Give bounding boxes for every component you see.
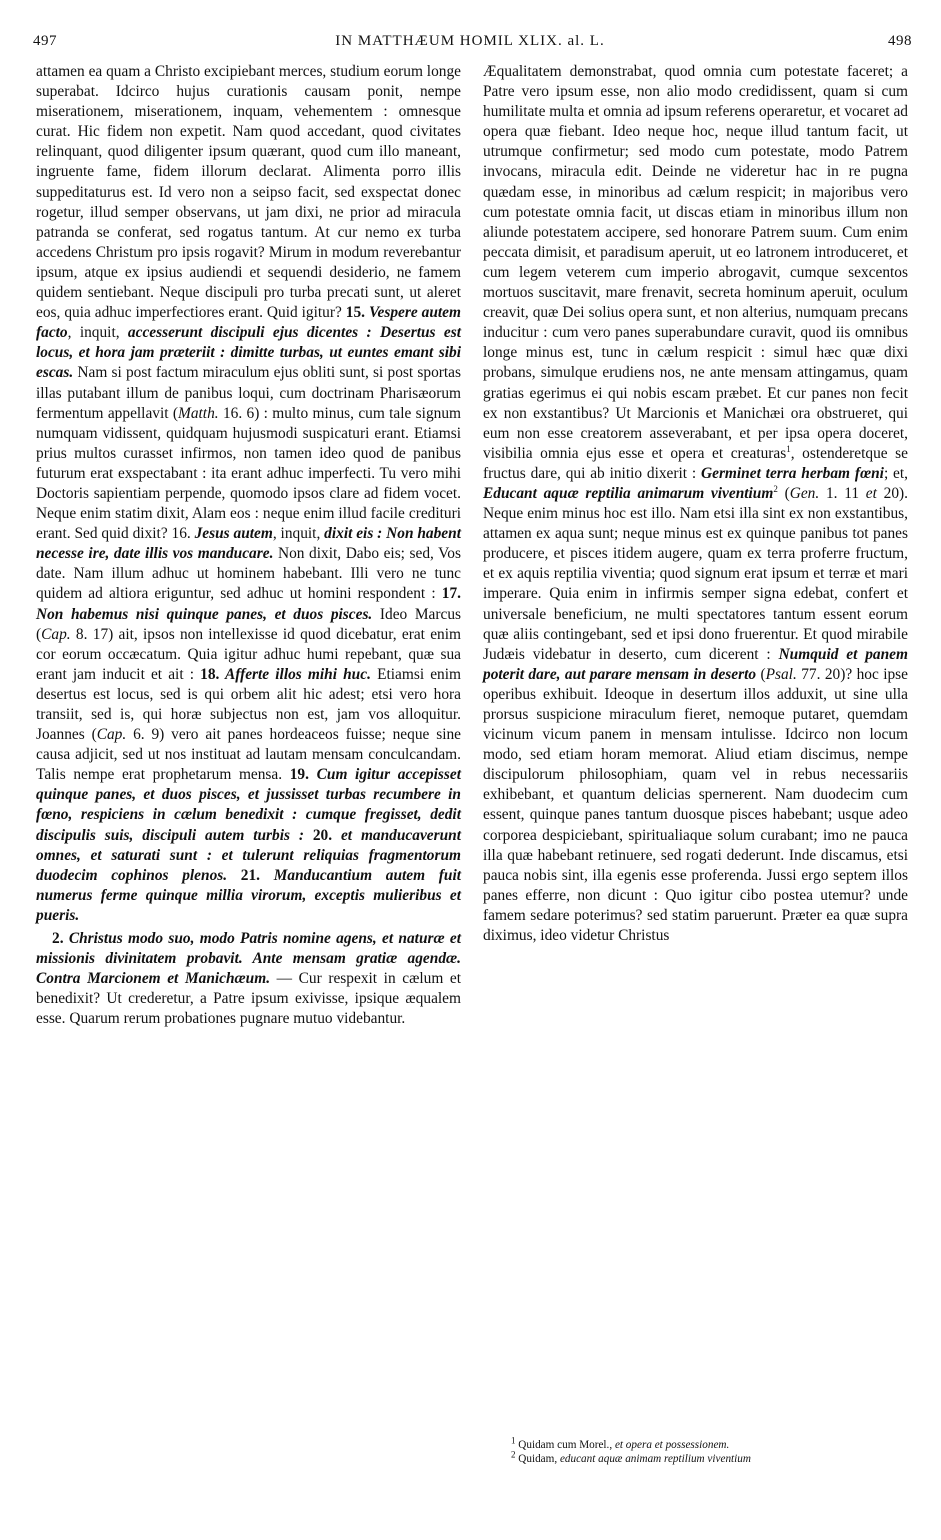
text-run: Non dixit, Dabo eis; sed, Vos date. Nam illum adhuc ut hominem habebant. Illi vero ne tunc quidem ad altiora eriguntur, sed adhuc ut homini respondent : bbox=[36, 545, 461, 603]
right-column bbox=[483, 62, 908, 946]
scripture-quote: accesserunt discipuli ejus dicentes : Desertus est locus, et hora jam præteriit : dimitte turbas, ut euntes emant sibi escas. bbox=[36, 324, 461, 382]
text-run: 6. 9) vero ait panes hordeaceos fuisse; neque sine causa adjicit, sed ut nos instituat ad lautam mensam conculcandam. Talis nempe erat prophetarum mensa. bbox=[36, 726, 461, 784]
footnotes bbox=[511, 1435, 911, 1466]
text-run: ; et, bbox=[883, 464, 908, 482]
page-number-right: 498 bbox=[888, 33, 912, 49]
paragraph bbox=[36, 929, 461, 1029]
footnote-text: Quidam, bbox=[515, 1452, 560, 1465]
footnote bbox=[511, 1435, 911, 1453]
text-run: ( bbox=[777, 484, 790, 502]
running-header bbox=[30, 33, 910, 57]
reference: et bbox=[865, 484, 877, 502]
text-run: attamen ea quam a Christo excipiebant merces, studium eorum longe superabat. Idcirco hujus curationis causam ponit, nempe miserationem, miserationem, inquam, vehementem : omnesque curat. Hic fidem non expetit. Nam quod accedant, quod civitates relinquant, quod diligenter ipsum quærant, quod cum illo maneant, ingruente fame, fidem illorum declarat. Alimenta porro illis suppeditaturus est. Id vero non a seipso facit, sed exspectat donec rogetur, illud semper observans, ut jam dixi, ne prior ad miracula patranda se conferat, sed rogatus tantum. At cur nemo ex turba accedens Christum pro ipsis rogavit? Mirum in modum reverebantur ipsum, atque ex ipsius audiendi et sequendi desiderio, ne famem quidem sentiebant. Neque discipuli pro turba precati sunt, ut aleret eos, quia adhuc imperfectiores erant. Quid igitur? bbox=[36, 63, 461, 322]
paragraph bbox=[36, 62, 461, 926]
verse-number: 18. bbox=[200, 665, 220, 683]
scripture-quote: Numquid et panem poterit dare, aut parare mensam in deserto bbox=[483, 645, 908, 683]
verse-number: 17. bbox=[441, 585, 461, 603]
scripture-quote: Vespere autem facto bbox=[36, 304, 461, 342]
footnote-number: 2 bbox=[511, 1448, 516, 1459]
verse-number: 15. bbox=[345, 304, 366, 322]
text-run: 1. 11 bbox=[819, 484, 866, 502]
reference: Cap. bbox=[96, 726, 127, 744]
scripture-quote: Germinet terra herbam fœni bbox=[701, 464, 884, 482]
text-run: 16. 6) : multo minus, cum tale signum numquam vidissent, quidquam hujusmodi suspicaturi erant. Etiamsi prius multos curasset infirmos, non tamen ideo quod de panibus futurum erat exspectabant : ita erant adhuc imperfecti. Tu vero mihi Doctoris sapientiam perpende, quomodo ipsos clare ad fidem vocet. Neque enim statim dixit, Alam eos : neque enim illud facile credituri erant. Sed quid dixit? 16. bbox=[36, 404, 462, 543]
footnote-marker: 1 bbox=[786, 443, 791, 454]
running-title: IN MATTHÆUM HOMIL XLIX. al. L. bbox=[335, 33, 605, 49]
scripture-quote: et manducaverunt omnes, et saturati sunt : et tulerunt reliquias fragmentorum duodecim cophinos plenos. bbox=[36, 826, 462, 884]
reference: Matth. bbox=[178, 404, 219, 422]
footnote-marker: 2 bbox=[773, 483, 778, 494]
text-run: , ostenderetque se fructus dare, qui ab initio dixerit : bbox=[483, 444, 908, 482]
text-run: Etiamsi enim desertus est locus, sed is qui orbem alit hic adest; etsi vero hora transiit, sed is, qui horæ subjectus non est, jam vos alloquitur. Joannes ( bbox=[36, 665, 461, 744]
footnote-variant: et opera et possessionem. bbox=[614, 1439, 730, 1451]
scripture-quote: Non habemus nisi quinque panes, et duos pisces. bbox=[36, 605, 373, 623]
reference: Cap. bbox=[41, 625, 71, 643]
footnote-variant: educant aquæ animam reptilium viventium bbox=[559, 1452, 751, 1465]
verse-number: 21. bbox=[240, 866, 261, 884]
text-run: 20). Neque enim minus hoc est illo. Nam etsi illa sint ex non exstantibus, attamen ex aqua sunt; neque minus est ex quinque panibus tot panes producere, et pisces itidem augere, quam ex terra proferre fructum, et ex aquis reptilia viventia; quod signum erat ipsum et terræ et mari imperare. Quia enim in infirmis semper signa edebat, confert et universale beneficium, ne multi spectatores tantum essent eorum quæ aliis contingebant, sed et ipsi dono fruerentur. Et quod mirabile Judæis videbatur in deserto, cum dicerent : bbox=[483, 484, 909, 663]
scripture-quote: Afferte illos mihi huc. bbox=[219, 665, 371, 683]
text-run: , inquit, bbox=[67, 324, 128, 342]
text-run: — Cur respexit in cælum et benedixit? Ut crederetur, a Patre ipsum exivisse, ipsique æqualem esse. Quarum rerum probationes pugnare mutuo videbantur. bbox=[36, 970, 461, 1028]
page-number-left: 497 bbox=[33, 33, 57, 49]
text-run: , inquit, bbox=[272, 525, 325, 543]
text-run: 8. 17) ait, ipsos non intellexisse id quod dicebatur, erat enim cor eorum occæcatum. Quia igitur adhuc humi repebant, quæ sua erant jam inducit et ait : bbox=[36, 625, 461, 683]
left-column bbox=[36, 62, 461, 1030]
scripture-quote: Manducantium autem fuit numerus ferme quinque millia virorum, exceptis mulieribus et pueris. bbox=[36, 866, 461, 924]
verse-number: 20. bbox=[312, 826, 333, 844]
text-run: ( bbox=[756, 665, 766, 683]
scripture-quote: dixit eis : Non habent necesse ire, date illis vos manducare. bbox=[36, 525, 461, 563]
text-run: Ideo Marcus ( bbox=[36, 605, 462, 643]
scripture-quote: Educant aquæ reptilia animarum viventium bbox=[483, 484, 774, 502]
text-run: Æqualitatem demonstrabat, quod omnia cum potestate faceret; a Patre vero ipsum esse, non alio modo credidissent, quam si cum humilitate multa et omnia ad ipsum referens operaretur, et vocaret ad opera quæ fiebant. Ideo neque hoc, neque illud tantum facit, ut utrumque confirmetur; sed modo cum potestate, modo Patrem invocans, miracula edit. Deinde ne videretur hac in re pugna quædam esse, in minoribus ad cælum respicit; in majoribus vero cum potestate omnia facit, ut discas etiam in minoribus illum non aliunde potestatem accipere, sed honorare Patrem suum. Cum enim peccata dimisit, et paradisum aperuit, ut eo latronem introduceret, et cum legem veterem cum imperio abrogavit, cumque sexcentos mortuos suscitavit, mare frenavit, secreta hominum aperuit, oculum creavit, quæ Dei solius opera sunt, et non alterius, numquam precans inducitur : cum vero panes superabundare curavit, quod iis omnibus longe minus est, tunc in cælum respicit : simul hæc quæ dixi probans, simulque erudiens nos, ne ante mensam attingamus, quam gratias egerimus ei qui nobis escam præbet. Et cur panes non fecit ex non exstantibus? Ut Marcionis et Manichæi ora obstrueret, qui eum non esse creatorem asseverabant, et per ipsa opera doceret, visibilia omnia ejus esse et opera et creaturas bbox=[483, 63, 908, 462]
section-number: 2. bbox=[52, 930, 64, 948]
section-summary: Christus modo suo, modo Patris nomine agens, et naturæ et missionis divinitatem probavit. Ante mensam gratiæ agendæ. Contra Marcionem et Manichæum. bbox=[36, 930, 461, 988]
footnote bbox=[511, 1448, 911, 1467]
footnote-number: 1 bbox=[511, 1435, 516, 1446]
reference: Gen. bbox=[789, 484, 820, 502]
text-run: Nam si post factum miraculum ejus obliti sunt, si post sportas illas putabant illum de panibus loqui, cum doctrinam Pharisæorum fermentum appellavit ( bbox=[36, 364, 461, 422]
paragraph bbox=[483, 62, 908, 946]
scripture-quote: Jesus autem bbox=[194, 525, 273, 543]
footnote-text: Quidam cum Morel., bbox=[515, 1439, 615, 1451]
scripture-quote: Cum igitur accepisset quinque panes, et duos pisces, et jussisset turbas recumbere in fœno, respiciens in cælum benedixit : cumque fregisset, dedit discipulis suis, discipuli autem turbis : bbox=[36, 766, 461, 844]
text-run: 77. 20)? hoc ipse operibus exhibuit. Ideoque in desertum illos adduxit, ut sine ulla prorsus suspicione miraculum fieret, nemoque putaret, quemdam vicinum vicum panem in mensam intulisse. Idcirco non locum modo, sed etiam horam memorat. Aliud etiam discimus, nempe discipulorum philosophiam, quam vel in rebus necessariis exhibebant, et quantum delicias spernerent. Nam duodecim cum essent, quinque panes tantum duosque pisces habebant; usque adeo corporea despiciebant, spiritualiaque solum curabant; imo ne pauca illa quæ habebant retinuere, sed rogati dederunt. Inde discamus, etsi pauca nobis sint, illa egenis esse proferenda. Jussi ergo septem illos panes efferre, non dicunt : Quo igitur cibo postea utemur? unde famem sedare poterimus? sed statim paruerunt. Præter ea quæ supra diximus, ideo videtur Christus bbox=[483, 665, 908, 945]
reference: Psal. bbox=[765, 665, 797, 683]
verse-number: 19. bbox=[289, 766, 309, 784]
